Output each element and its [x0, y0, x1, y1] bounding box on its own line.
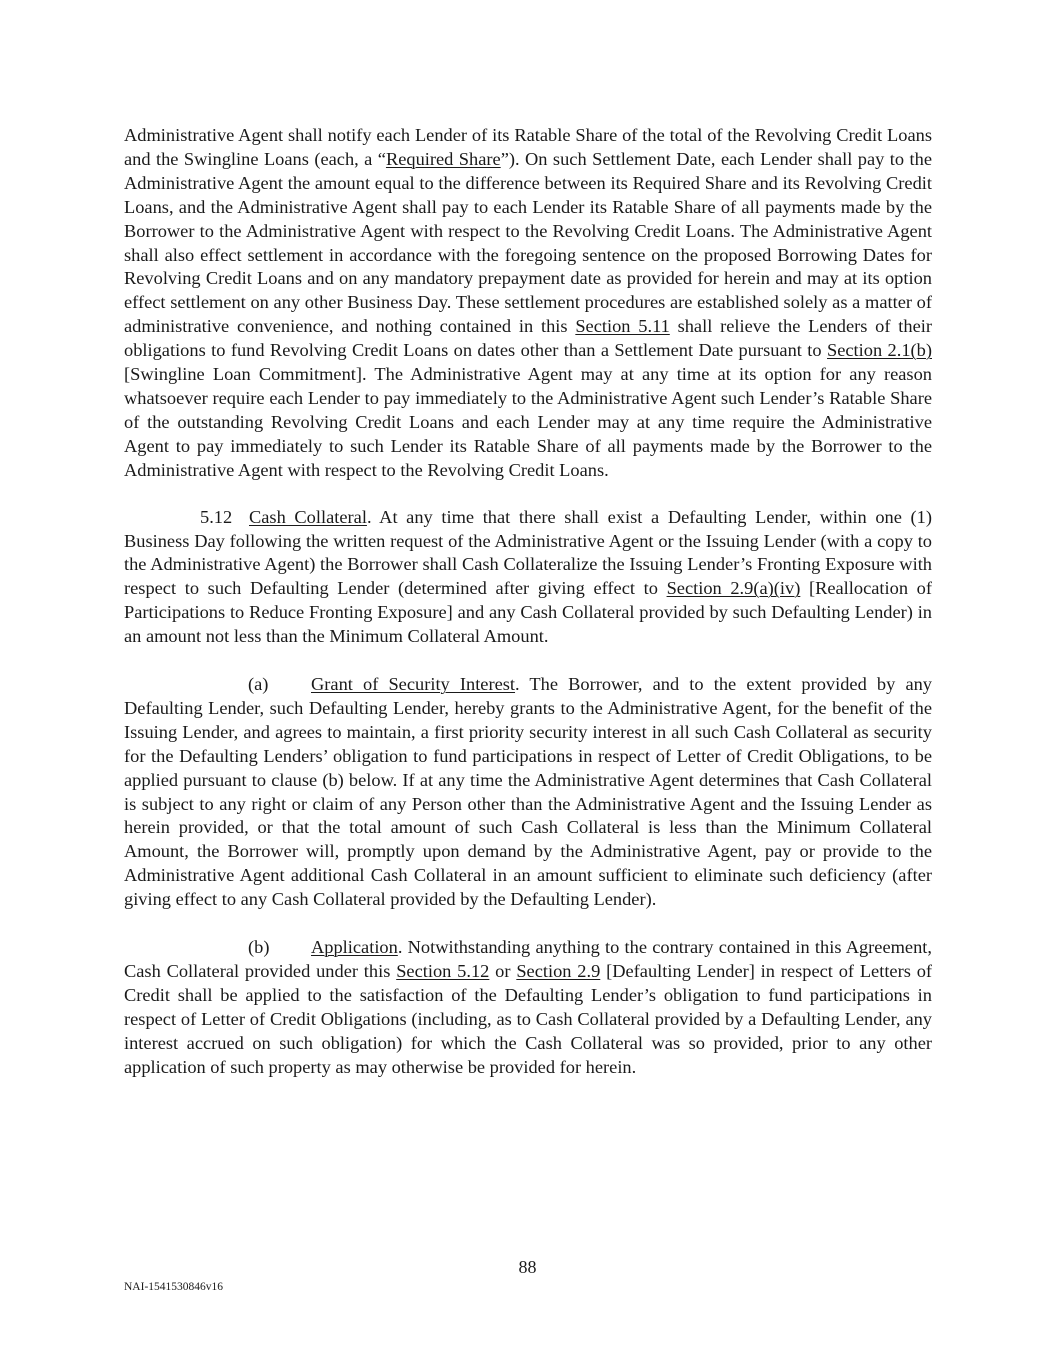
text: [Reallocation of Participations to Reduce Fronting Exposure] and any Cash Collateral provided by such Defaulting Lender) in an amount not less than the Minimum Collateral Amount. [124, 578, 932, 647]
clause-heading: Grant of Security Interest [311, 674, 516, 695]
clause-number: (a) [248, 674, 269, 695]
text: [Swingline Loan Commitment]. The Administrative Agent may at any time at its option for any reason whatsoever require each Lender to pay immediately to the Administrative Agent such Lender’s Ratable Share of the outstanding Revolving Credit Loans and each Lender may at any time require the Administrative Agent to pay immediately to such Lender its Ratable Share of all payments made by the Borrower to the Administrative Agent with respect to the Revolving Credit Loans. [124, 364, 932, 480]
text: or [489, 961, 517, 981]
section-reference: Section 5.11 [575, 316, 670, 337]
text: Administrative Agent shall notify each Lender of its Ratable Share of the total of the Revolving Credit Loans and the Swingline Loans (each, a “ [124, 125, 932, 169]
text: [Defaulting Lender] in respect of Letters of Credit shall be applied to the satisfaction of the Defaulting Lender’s obligation to fund participations in respect of Letter of Credit Obligations (including, as to Cash Collateral provided by a Defaulting Lender, any interest accrued on such obligation) for which the Cash Collateral was so provided, prior to any other application of such property as may otherwise be provided for herein. [124, 961, 933, 1077]
section-reference: Section 2.9 [516, 961, 601, 981]
clause-number: (b) [248, 937, 270, 958]
section-number: 5.12 [200, 506, 233, 527]
page-number: 88 [518, 1257, 537, 1277]
text: . The Borrower, and to the extent provided by any Defaulting Lender, such Defaulting Lender, hereby grants to the Administrative Agent, for the benefit of the Issuing Lender, and agrees to maintain, a first priority security interest in all such Cash Collateral as security for the Defaulting Lenders’ obligation to fund participations in respect of Letter of Credit Obligations, to be applied pursuant to clause (b) below. If at any time the Administrative Agent determines that Cash Collateral is subject to any right or claim of any Person other than the Administrative Agent and the Issuing Lender as herein provided, or that the total amount of such Cash Collateral is less than the Minimum Collateral Amount, the Borrower will, promptly upon demand by the Administrative Agent, pay or provide to the Administrative Agent additional Cash Collateral in an amount sufficient to eliminate such deficiency (after giving effect to any Cash Collateral provided by the Defaulting Lender). [124, 674, 932, 910]
paragraph-settlement [124, 124, 932, 483]
paragraph-grant-of-security-interest [124, 673, 932, 912]
defined-term-required-share: Required Share [385, 148, 501, 169]
section-reference: Section 2.1(b) [827, 340, 932, 361]
paragraph-cash-collateral [124, 506, 932, 649]
paragraph-application [124, 936, 932, 1079]
text: . At any time that there shall exist a Defaulting Lender, within one (1) Business Day following the written request of the Administrative Agent or the Issuing Lender (with a copy to the Administrative Agent) the Borrower shall Cash Collateralize the Issuing Lender’s Fronting Exposure with respect to such Defaulting Lender (determined after giving effect to [124, 506, 932, 599]
document-id: NAI-1541530846v16 [124, 1281, 224, 1293]
text: shall relieve the Lenders of their obligations to fund Revolving Credit Loans on dates other than a Settlement Date pursuant to [124, 316, 932, 361]
section-heading: Cash Collateral [249, 506, 367, 527]
clause-heading: Application [311, 937, 398, 958]
text: ”). On such Settlement Date, each Lender shall pay to the Administrative Agent the amount equal to the difference between its Required Share and its Revolving Credit Loans, and the Administrative Agent shall pay to each Lender its Ratable Share of all payments made by the Borrower to the Administrative Agent with respect to the Revolving Credit Loans. The Administrative Agent shall also effect settlement in accordance with the foregoing sentence on the proposed Borrowing Dates for Revolving Credit Loans and on any mandatory prepayment date as provided for herein and may at its option effect settlement on any other Business Day. These settlement procedures are established solely as a matter of administrative convenience, and nothing contained in this [124, 148, 932, 337]
text: . Notwithstanding anything to the contrary contained in this Agreement, Cash Collateral provided under this [124, 937, 932, 981]
section-reference: Section 5.12 [396, 961, 490, 981]
document-page [124, 124, 932, 1080]
section-reference: Section 2.9(a)(iv) [666, 578, 801, 599]
